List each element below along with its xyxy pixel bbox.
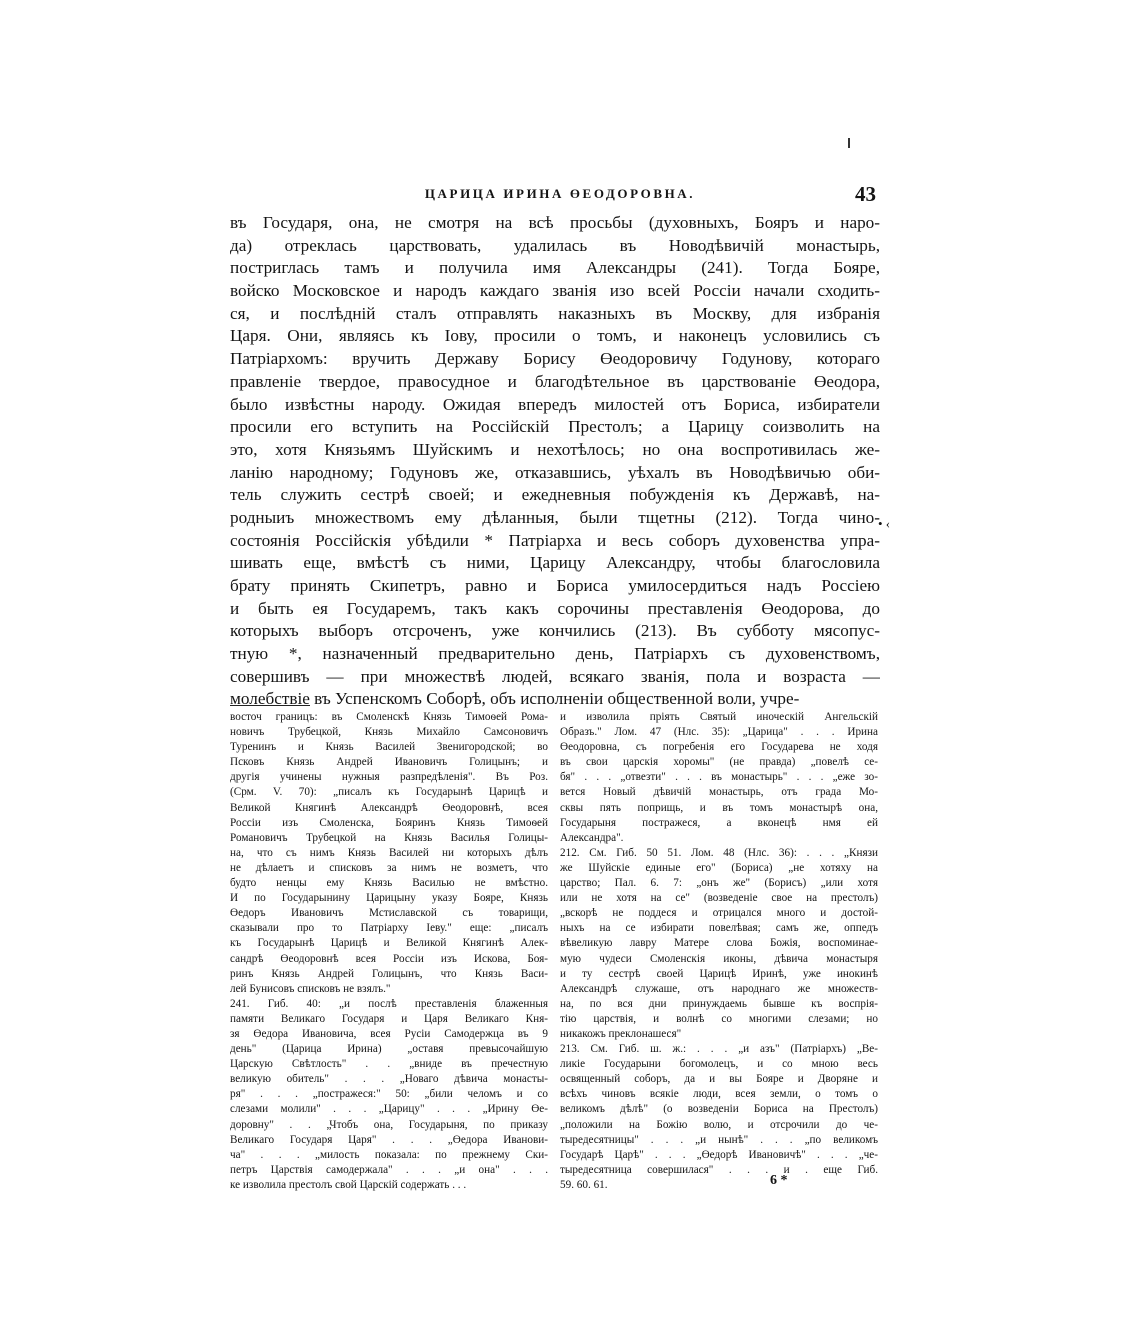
footnote-line: петръ Царствія самодержала" . . . „и она" . . . <box>230 1163 548 1176</box>
footnote-line: новичъ Трубецкой, Князь Михайло Самсоновичъ <box>230 726 548 739</box>
footnote-line: же Шуйскіе единые его" (Бориса) „не хотяху на <box>560 861 878 874</box>
footnote-line: сандрѣ Өеодоровнѣ всея Россіи изъ Искова, Боя- <box>230 952 548 965</box>
scan-mark <box>848 138 850 148</box>
footnote-line: И по Государынину Царицыну указу Бояре, Князь <box>230 892 548 905</box>
footnote-rule <box>230 705 310 706</box>
footnote-line: царство; Пал. 6. 7: „онъ же" (Борисъ) „или хотя <box>560 877 878 890</box>
footnote-line: и ту сестрѣ своей Царицѣ Иринѣ, уже инокинѣ <box>560 967 878 980</box>
text-line: постриглась тамъ и получила имя Александры (241). Тогда Бояре, <box>230 258 880 278</box>
footnote-line: ря" . . . „постражеся:" 50: „били челомъ и со <box>230 1088 548 1101</box>
footnote-line: другія учинены нужныя разпредѣленія". Въ Роз. <box>230 771 548 784</box>
text-line: и быть ея Государемъ, такъ какъ сорочины преставленія Өеодорова, до <box>230 598 880 618</box>
text-line: просили его вступить на Россійскій Престолъ; а Царицу соизволить на <box>230 417 880 437</box>
footnote-line: Россіи изъ Смоленска, Бояринъ Князь Тимоѳей <box>230 816 548 829</box>
footnote-line: вется Новый дѣвичій монастырь, отъ града Мо- <box>560 786 878 799</box>
footnote-line: лей Бунисовъ списковъ не взялъ." <box>230 982 391 995</box>
footnote-line: тыредесятницы" . . . „и нынѣ" . . . „по великомъ <box>560 1133 878 1146</box>
footnote-line: Великой Княгинѣ Александрѣ Өеодоровнѣ, всея <box>230 801 548 814</box>
text-line: молебствіе въ Успенскомъ Соборѣ, объ исполненіи общественной воли, учре- <box>230 689 800 709</box>
footnote-line: не дѣлаетъ и списковъ за нимъ не возметъ, что <box>230 861 548 874</box>
footnote-line: вѣвеликую лавру Матере слова Божія, воспоминае- <box>560 937 878 950</box>
footnote-line: освященный соборъ, да и вы Бояре и Дворяне и <box>560 1073 878 1086</box>
footnote-line: на, что съ нимъ Князь Василей ни которыхъ дѣлъ <box>230 846 548 859</box>
footnote-line: 213. См. Гиб. ш. ж.: . . . „и азъ" (Патріархъ) „Ве- <box>560 1043 878 1056</box>
text-line: родныиъ множествомъ ему дѣланныя, были тщетны (212). Тогда чино- <box>230 507 880 527</box>
footnote-line: будто ненцы ему Князь Василью не вмѣстно. <box>230 877 548 890</box>
footnote-line: ныхъ на се избирати повелѣвая; самъ же, оппедъ <box>560 922 878 935</box>
footnote-line: Александрѣ служаше, отъ народнаго же множеств- <box>560 982 878 995</box>
text-line: тель служить сестрѣ своей; и ежедневныя побужденія къ Державѣ, на- <box>230 485 880 505</box>
text-line: брату принять Скипетръ, равно и Бориса умилосердиться надъ Россіею <box>230 576 880 595</box>
main-text-block <box>230 212 880 711</box>
footnote-line: Образъ." Лом. 47 (Нлс. 35): „Царица" . . . Ирина <box>560 726 878 739</box>
footnote-line: ликіе Государыни богомолецъ, и со мною весь <box>560 1058 878 1071</box>
footnote-line: или не хотя на се" (возведеніе свое на престолъ) <box>560 892 878 905</box>
footnote-line: Өедоръ Ивановичъ Мстиславской съ товарищи, <box>230 907 548 920</box>
footnote-line: 212. См. Гиб. 50 51. Лом. 48 (Нлс. 36): . . . „Князи <box>560 846 878 859</box>
footnote-line: „положили на Божію волю, и отсрочили до че- <box>560 1118 878 1131</box>
footnote-line: слезами молили" . . . „Царицу" . . . „Ирину Өе- <box>230 1103 548 1116</box>
footnote-line: Туренинъ и Князь Василей Звенигородской; во <box>230 741 548 754</box>
footnote-line: 59. 60. 61. <box>560 1178 608 1191</box>
footnote-line: восточ границъ: въ Смоленскѣ Князь Тимоѳей Рома- <box>230 711 548 723</box>
footnote-line: ринъ Князь Андрей Голицынъ, что Князь Васи- <box>230 967 548 980</box>
text-line: было извѣстны народу. Ожидая впередъ милостей отъ Бориса, избиратели <box>230 394 880 414</box>
text-line: да) отреклась царствовать, удалилась въ Новодѣвичій монастырь, <box>230 235 880 255</box>
footnote-line: Александра". <box>560 831 624 844</box>
footnote-line: великомъ дѣлѣ" (о возведеніи Бориса на Престолъ) <box>560 1103 878 1116</box>
footnote-line: мую чудеси Смоленскія иконы, дѣвича монастыря <box>560 952 878 965</box>
footnote-line: тыредесятница совершилася" . . . и . еще Гиб. <box>560 1163 878 1176</box>
footnote-line: (Срм. V. 70): „писалъ къ Государынѣ Царицѣ и <box>230 786 548 799</box>
footnotes-left-column <box>230 710 548 1193</box>
footnote-line: день" (Царица Ирина) „оставя превысочайшую <box>230 1043 548 1056</box>
footnote-line: Романовичъ Трубецкой на Князь Василья Голицы- <box>230 831 548 844</box>
footnote-line: Государыня постражеся, а вконецѣ нмя ей <box>560 816 878 829</box>
footnote-line: памяти Великаго Государя и Царя Великаго Кня- <box>230 1012 548 1025</box>
footnote-line: на, по вся дни принуждаемь бывше къ воспрія- <box>560 997 878 1010</box>
footnote-line: всѣхъ чиновъ всякіе люди, всея земли, о томъ о <box>560 1088 878 1101</box>
text-line: ся, и послѣдній сталъ отправлять наказныхъ въ Москву, для избранія <box>230 303 880 323</box>
footnote-line: зя Өедора Ивановича, всея Русіи Самодержца въ 9 <box>230 1027 548 1040</box>
footnote-line: сказывали про то Патріарху Іеву." еще: „писалъ <box>230 922 548 935</box>
running-header-title: ЦАРИЦА ИРИНА ӨЕОДОРОВНА. <box>424 186 696 201</box>
footnote-line: Великаго Государя Царя" . . . „Өедора Иванови- <box>230 1133 548 1146</box>
text-line: тную *, назначенный предварительно день, Патріархъ съ духовенствомъ, <box>230 644 880 664</box>
text-line: совершивъ — при множествѣ людей, всякаго званія, пола и возраста — <box>230 666 880 686</box>
text-line: это, хотя Князьямъ Шуйскимъ и нехотѣлось; но она воспротивилась же- <box>230 439 880 459</box>
text-line: которыхъ выборъ отсроченъ, уже кончились (213). Въ субботу мясопус- <box>230 621 880 641</box>
signature-mark: 6 * <box>770 1173 788 1188</box>
footnote-line: доровну" . . „Чтобъ она, Государыня, по приказу <box>230 1118 548 1131</box>
footnote-line: ке изволила престолъ свой Царскій содержать . . . <box>230 1178 467 1191</box>
page-number: 43 <box>855 182 876 206</box>
footnote-line: ча" . . . „милость показала: по прежнему Ски- <box>230 1148 548 1161</box>
footnote-line: 241. Гиб. 40: „и послѣ преставленія блаженныя <box>230 997 548 1010</box>
footnote-line: Псковъ Князь Андрей Ивановичъ Голицынъ; и <box>230 756 548 769</box>
text-line: ланію народному; Годуновъ же, отказавшись, уѣхалъ въ Новодѣвичью оби- <box>230 462 880 482</box>
text-line: войско Московское и народъ каждаго званія изо всей Россіи начали сходить- <box>230 281 880 301</box>
footnote-line: Царскую Свѣтлость" . . „вниде въ пречестную <box>230 1058 548 1071</box>
margin-mark: • ‹ <box>878 516 891 531</box>
footnote-line: и изволила пріять Святый иноческій Ангельскій <box>560 711 878 723</box>
text-line: Царя. Они, являясь къ Іову, просили о томъ, и наконецъ условились съ <box>230 326 880 346</box>
footnote-line: въ свои царскія хоромы" (не правда) „повелѣ се- <box>560 756 878 769</box>
text-line: Патріархомъ: вручить Державу Борису Өеодоровичу Годунову, котораго <box>230 349 880 369</box>
text-line: правленіе твердое, правосудное и благодѣтельное въ царствованіе Өеодора, <box>230 371 880 391</box>
text-line: шивать еще, вмѣстѣ съ ними, Царицу Александру, чтобы благословила <box>230 553 880 573</box>
footnote-line: сквы пять поприщь, и въ томъ монастырѣ она, <box>560 801 878 814</box>
footnote-line: великую обитель" . . . „Новаго дѣвича монасты- <box>230 1073 548 1086</box>
footnote-line: бя" . . . „отвезти" . . . въ монастырь" . . . „еже зо- <box>560 771 878 784</box>
text-line: въ Государя, она, не смотря на всѣ просьбы (духовныхъ, Бояръ и наро- <box>230 213 880 232</box>
footnotes-right-column <box>560 710 878 1193</box>
footnote-line: тію царствія, и волнѣ со многими слезами; но <box>560 1012 878 1025</box>
footnote-line: Өеодоровна, съ погребенія его Государева не ходя <box>560 741 878 754</box>
footnote-line: къ Государынѣ Царицѣ и Великой Княгинѣ Алек- <box>230 937 548 950</box>
footnote-line: „вскорѣ не поддеся и отрицался много и достой- <box>560 907 878 920</box>
footnote-line: Государѣ Царѣ" . . . „Өедорѣ Ивановичѣ" . . . „че- <box>560 1148 878 1161</box>
text-line: состоянія Россійскія убѣдили * Патріарха и весь соборъ духовенства упра- <box>230 530 880 550</box>
footnote-line: никакожъ преклонашеся" <box>560 1027 682 1040</box>
